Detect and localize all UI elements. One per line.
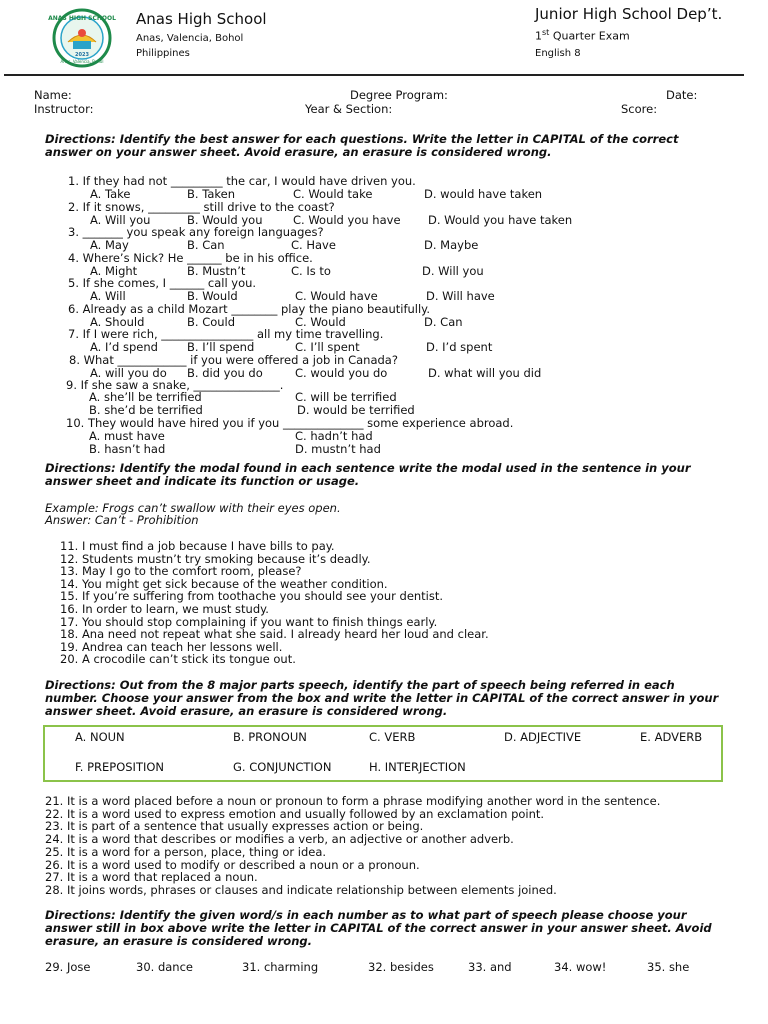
choice-1a: A. Take [90,187,131,201]
choice-5c: C. Would have [295,289,378,303]
choice-1c: C. Would take [293,187,373,201]
modal-item-13: 13. May I go to the comfort room, please? [60,564,302,579]
choice-7a: A. I’d spend [90,340,158,354]
choice-4b: B. Mustn’t [187,263,246,278]
part2-example: Example: Frogs can’t swallow with their eyes open. [45,501,341,515]
date-label: Date: [666,88,698,102]
choice-3b: B. Can [187,238,225,252]
department: Junior High School Dep’t. [535,5,723,23]
exam-title: 1st Quarter Exam [535,28,630,43]
choice-9c: C. will be terrified [295,390,397,404]
choice-10a: A. must have [89,429,165,443]
question-6: 6. Already as a child Mozart ________ play the piano beautifully. [68,301,431,316]
box-option-g: G. CONJUNCTION [233,760,332,774]
modal-item-14: 14. You might get sick because of the weather condition. [60,576,388,591]
modal-item-16: 16. In order to learn, we must study. [60,602,269,616]
school-address: Anas, Valencia, Bohol [136,33,244,44]
part1-directions: Directions: Identify the best answer for each questions. Write the letter in CAPITAL of the correct answer on your answer sheet. Avoid erasure, an erasure is considered wrong. [45,132,679,159]
choice-10d: D. mustn’t had [295,442,381,456]
box-option-h: H. INTERJECTION [369,760,466,774]
choice-5b: B. Would [187,289,238,303]
choice-1b: B. Taken [187,187,235,201]
name-label: Name: [34,88,72,102]
question-5: 5. If she comes, I ______ call you. [68,276,257,290]
word-33: 33. and [468,960,512,974]
choice-6a: A. Should [90,314,145,329]
choice-4a: A. Might [90,263,138,278]
choice-6d: D. Can [424,314,463,329]
question-7: 7. If I were rich, ________________ all my time travelling. [68,327,384,341]
modal-item-17: 17. You should stop complaining if you want to finish things early. [60,614,438,629]
pos-item-25: 25. It is a word for a person, place, thing or idea. [45,844,327,859]
choice-2a: A. Will you [90,212,151,227]
modal-item-15: 15. If you’re suffering from toothache you should see your dentist. [60,589,444,604]
part2-directions: Directions: Identify the modal found in each sentence write the modal used in the sentence in your answer sheet and indicate its function or usage. [45,461,691,488]
score-label: Score: [621,102,658,116]
box-option-e: E. ADVERB [640,730,703,744]
choice-9b: B. she’d be terrified [89,403,203,417]
choice-2d: D. Would you have taken [428,212,573,227]
question-3: 3. _______ you speak any foreign languages? [68,225,324,239]
choice-8a: A. will you do [90,365,167,380]
school-country: Philippines [136,48,190,59]
choice-8b: B. did you do [187,365,263,380]
choice-4c: C. Is to [291,263,331,278]
degree-label: Degree Program: [350,88,448,102]
modal-item-11: 11. I must find a job because I have bills to pay. [60,539,335,553]
box-option-a: A. NOUN [75,730,125,744]
choice-2c: C. Would you have [293,212,401,227]
choice-2b: B. Would you [187,212,263,227]
part3-directions: Directions: Out from the 8 major parts speech, identify the part of speech being referred in each number. Choose your answer from the box and write the letter in CAPITAL of the correct answer in your answer sheet. Avoid erasure, an erasure is considered wrong. [45,678,719,718]
choice-7b: B. I’ll spend [187,340,255,354]
choice-6c: C. Would [295,314,346,329]
word-29: 29. Jose [45,960,91,974]
choice-3c: C. Have [291,238,336,252]
choice-10c: C. hadn’t had [295,429,373,443]
choice-9a: A. she’ll be terrified [89,390,202,404]
svg-text:Anas, Valencia, Bohol: Anas, Valencia, Bohol [60,59,104,64]
question-10: 10. They would have hired you if you ______________ some experience abroad. [66,416,514,430]
word-31: 31. charming [242,960,319,974]
question-2: 2. If it snows, _________ still drive to the coast? [68,199,335,214]
choice-7d: D. I’d spent [426,340,493,354]
box-option-d: D. ADJECTIVE [504,730,582,744]
question-8: 8. What ____________ if you were offered a job in Canada? [69,352,398,367]
subject: English 8 [535,48,581,59]
pos-item-28: 28. It joins words, phrases or clauses and indicate relationship between elements joined. [45,882,557,897]
choice-4d: D. Will you [422,263,484,278]
choice-5d: D. Will have [426,289,495,303]
svg-text:2023: 2023 [75,52,89,58]
header-divider [4,74,744,76]
part4-directions: Directions: Identify the given word/s in each number as to what part of speech please choose your answer still in box above write the letter in CAPITAL of the correct answer in your answer sheet. Avoid erasure, an erasure is considered wrong. [45,908,712,948]
choice-3a: A. May [90,238,129,252]
box-option-c: C. VERB [369,730,416,744]
choice-9d: D. would be terrified [297,403,415,417]
modal-item-12: 12. Students mustn’t try smoking because it’s deadly. [60,551,371,566]
box-option-f: F. PREPOSITION [75,760,165,774]
word-35: 35. she [647,960,690,974]
year-section-label: Year & Section: [305,102,393,116]
choice-6b: B. Could [187,314,236,329]
word-30: 30. dance [136,960,193,974]
pos-item-26: 26. It is a word used to modify or described a noun or a pronoun. [45,857,420,872]
word-34: 34. wow! [554,960,607,974]
choice-8d: D. what will you did [428,365,542,380]
modal-item-19: 19. Andrea can teach her lessons well. [60,639,283,654]
svg-text:ANAS HIGH SCHOOL: ANAS HIGH SCHOOL [48,15,116,22]
word-32: 32. besides [368,960,434,974]
pos-item-21: 21. It is a word placed before a noun or pronoun to form a phrase modifying another word in the sentence. [45,794,661,808]
modal-item-20: 20. A crocodile can’t stick its tongue out. [60,652,296,667]
choice-8c: C. would you do [295,365,388,380]
instructor-label: Instructor: [34,102,94,116]
question-9: 9. If she saw a snake, _______________. [66,378,284,392]
question-4: 4. Where’s Nick? He ______ be in his office. [68,250,313,265]
modal-item-18: 18. Ana need not repeat what she said. I already heard her loud and clear. [60,627,489,642]
pos-item-22: 22. It is a word used to express emotion and usually followed by an exclamation point. [45,806,545,821]
school-name: Anas High School [136,10,267,28]
pos-item-27: 27. It is a word that replaced a noun. [45,870,258,885]
pos-item-24: 24. It is a word that describes or modifies a verb, an adjective or another adverb. [45,832,514,847]
choice-5a: A. Will [90,289,126,303]
part2-answer: Answer: Can’t - Prohibition [45,513,199,527]
choice-1d: D. would have taken [424,187,543,201]
choice-7c: C. I’ll spent [295,340,360,354]
box-option-b: B. PRONOUN [233,730,307,744]
pos-item-23: 23. It is part of a sentence that usually expresses action or being. [45,819,424,834]
school-logo [46,8,118,68]
choice-3d: D. Maybe [424,238,479,252]
question-1: 1. If they had not _________ the car, I would have driven you. [68,174,416,188]
choice-10b: B. hasn’t had [89,442,166,456]
